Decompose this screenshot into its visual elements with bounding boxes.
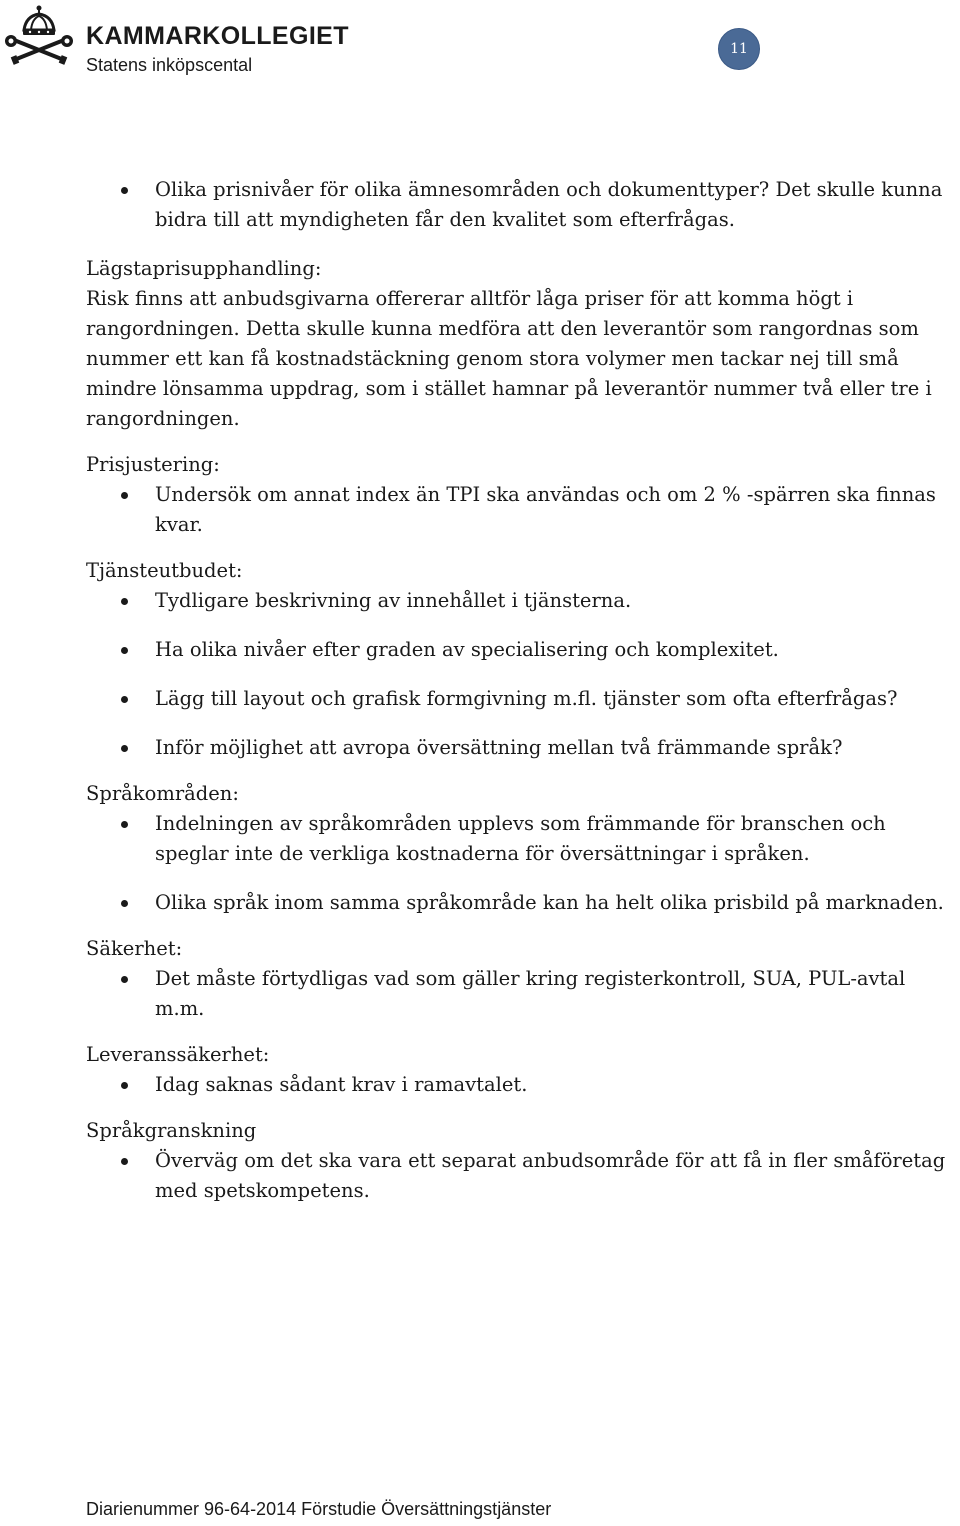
list-item: Idag saknas sådant krav i ramavtalet. <box>86 1070 960 1100</box>
intro-list <box>86 175 960 235</box>
list-item: Olika prisnivåer för olika ämnesområden och dokumenttyper? Det skulle kunna bidra till att myndigheten får den kvalitet som efterfrågas. <box>86 175 960 235</box>
list-item: Det måste förtydligas vad som gäller kring registerkontroll, SUA, PUL-avtal m.m. <box>86 964 960 1024</box>
section-heading-leveranssakerhet: Leveranssäkerhet: <box>86 1043 270 1066</box>
section-heading-tjansteutbudet: Tjänsteutbudet: <box>86 559 243 582</box>
document-body <box>86 175 960 1206</box>
section-paragraph-lagstaprisupphandling: Risk finns att anbudsgivarna offererar alltför låga priser för att komma högt i rangordningen. Detta skulle kunna medföra att den leverantör som rangordnas som nummer ett kan få kostnadstäckning genom stora volymer men tackar nej till små mindre lönsamma uppdrag, som i stället hamnar på leverantör nummer två eller tre i rangordningen. <box>86 287 932 430</box>
section-heading-sprakgranskning: Språkgranskning <box>86 1119 257 1142</box>
list-item: Tydligare beskrivning av innehållet i tjänsterna. <box>86 586 960 616</box>
sprakgranskning-list <box>86 1146 960 1206</box>
list-item: Inför möjlighet att avropa översättning mellan två främmande språk? <box>86 733 960 763</box>
list-item: Olika språk inom samma språkområde kan ha helt olika prisbild på marknaden. <box>86 888 960 918</box>
list-item: Undersök om annat index än TPI ska användas och om 2 % -spärren ska finnas kvar. <box>86 480 960 540</box>
page-number-badge: 11 <box>718 28 760 70</box>
organization-subtitle: Statens inköpscental <box>86 55 253 75</box>
section-heading-sprakomraden: Språkområden: <box>86 782 239 805</box>
list-item: Lägg till layout och grafisk formgivning m.fl. tjänster som ofta efterfrågas? <box>86 684 960 714</box>
list-item: Överväg om det ska vara ett separat anbudsområde för att få in fler småföretag med spetskompetens. <box>86 1146 960 1206</box>
sprakomraden-list <box>86 809 960 918</box>
crown-crossed-keys-icon <box>4 4 74 66</box>
section-heading-prisjustering: Prisjustering: <box>86 453 220 476</box>
page-footer: Diarienummer 96-64-2014 Förstudie Översättningstjänster <box>86 1499 552 1519</box>
sakerhet-list <box>86 964 960 1024</box>
tjansteutbudet-list <box>86 586 960 763</box>
list-item: Indelningen av språkområden upplevs som främmande för branschen och speglar inte de verkliga kostnaderna för översättningar i språken. <box>86 809 960 869</box>
organization-name: KAMMARKOLLEGIET <box>86 22 349 50</box>
list-item: Ha olika nivåer efter graden av specialisering och komplexitet. <box>86 635 960 665</box>
section-heading-lagstaprisupphandling: Lägstaprisupphandling: <box>86 257 322 280</box>
leveranssakerhet-list <box>86 1070 960 1100</box>
section-heading-sakerhet: Säkerhet: <box>86 937 183 960</box>
prisjustering-list <box>86 480 960 540</box>
